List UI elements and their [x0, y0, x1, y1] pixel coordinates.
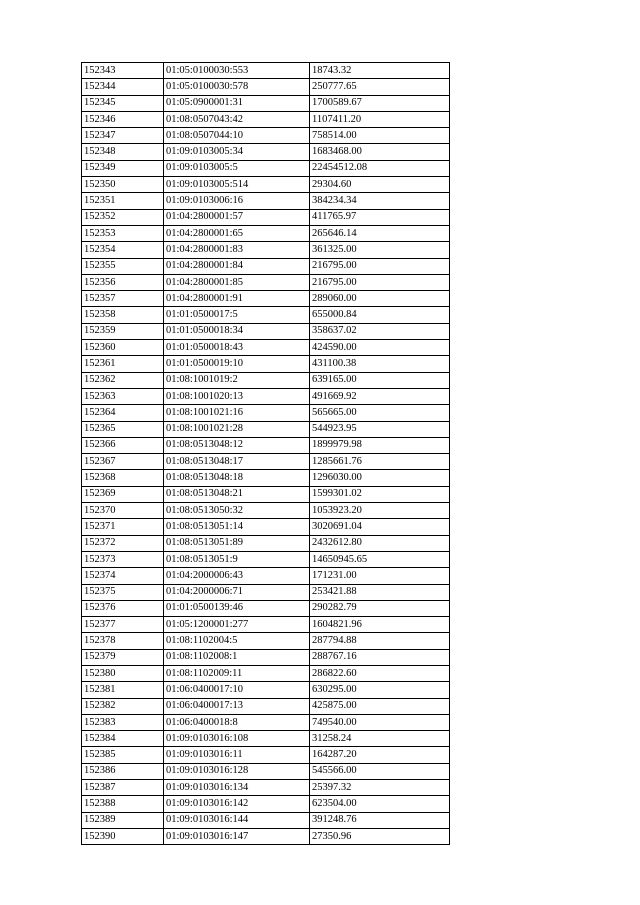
table-row	[82, 258, 450, 274]
record-number-cell: 152383	[82, 714, 164, 730]
table-row	[82, 79, 450, 95]
record-number-cell: 152380	[82, 665, 164, 681]
value-cell: 1604821.96	[310, 617, 450, 633]
table-row	[82, 535, 450, 551]
value-cell: 424590.00	[310, 340, 450, 356]
table-row	[82, 665, 450, 681]
table-row	[82, 111, 450, 127]
table-row	[82, 486, 450, 502]
value-cell: 250777.65	[310, 79, 450, 95]
table-row	[82, 421, 450, 437]
record-number-cell: 152348	[82, 144, 164, 160]
record-number-cell: 152366	[82, 437, 164, 453]
cadastral-number-cell: 01:08:1102009:11	[164, 665, 310, 681]
value-cell: 623504.00	[310, 796, 450, 812]
record-number-cell: 152373	[82, 551, 164, 567]
record-number-cell: 152369	[82, 486, 164, 502]
record-number-cell: 152365	[82, 421, 164, 437]
cadastral-number-cell: 01:05:0100030:578	[164, 79, 310, 95]
table-row	[82, 388, 450, 404]
value-cell: 290282.79	[310, 600, 450, 616]
record-number-cell: 152376	[82, 600, 164, 616]
table-row	[82, 747, 450, 763]
record-number-cell: 152361	[82, 356, 164, 372]
value-cell: 25397.32	[310, 780, 450, 796]
record-number-cell: 152379	[82, 649, 164, 665]
value-cell: 1296030.00	[310, 470, 450, 486]
cadastral-number-cell: 01:09:0103005:34	[164, 144, 310, 160]
value-cell: 1053923.20	[310, 503, 450, 519]
record-number-cell: 152381	[82, 682, 164, 698]
cadastral-number-cell: 01:09:0103016:147	[164, 828, 310, 844]
cadastral-number-cell: 01:09:0103016:142	[164, 796, 310, 812]
value-cell: 358637.02	[310, 323, 450, 339]
value-cell: 216795.00	[310, 274, 450, 290]
cadastral-number-cell: 01:08:1102008:1	[164, 649, 310, 665]
cadastral-number-cell: 01:09:0103016:134	[164, 780, 310, 796]
table-row	[82, 209, 450, 225]
table-row	[82, 698, 450, 714]
record-number-cell: 152355	[82, 258, 164, 274]
cadastral-number-cell: 01:09:0103016:11	[164, 747, 310, 763]
record-number-cell: 152374	[82, 568, 164, 584]
value-cell: 749540.00	[310, 714, 450, 730]
record-number-cell: 152372	[82, 535, 164, 551]
cadastral-number-cell: 01:09:0103016:144	[164, 812, 310, 828]
value-cell: 639165.00	[310, 372, 450, 388]
record-number-cell: 152370	[82, 503, 164, 519]
record-number-cell: 152388	[82, 796, 164, 812]
table-row	[82, 63, 450, 79]
cadastral-number-cell: 01:06:0400017:13	[164, 698, 310, 714]
record-number-cell: 152345	[82, 95, 164, 111]
record-number-cell: 152347	[82, 128, 164, 144]
table-row	[82, 828, 450, 844]
value-cell: 164287.20	[310, 747, 450, 763]
cadastral-number-cell: 01:08:0507043:42	[164, 111, 310, 127]
record-number-cell: 152362	[82, 372, 164, 388]
table-row	[82, 225, 450, 241]
table-row	[82, 128, 450, 144]
table-row	[82, 291, 450, 307]
value-cell: 31258.24	[310, 731, 450, 747]
table-row	[82, 193, 450, 209]
value-cell: 391248.76	[310, 812, 450, 828]
cadastral-number-cell: 01:08:0513051:89	[164, 535, 310, 551]
cadastral-number-cell: 01:04:2000006:43	[164, 568, 310, 584]
value-cell: 1599301.02	[310, 486, 450, 502]
cadastral-number-cell: 01:04:2800001:83	[164, 242, 310, 258]
record-number-cell: 152357	[82, 291, 164, 307]
value-cell: 1899979.98	[310, 437, 450, 453]
record-number-cell: 152387	[82, 780, 164, 796]
cadastral-number-cell: 01:05:1200001:277	[164, 617, 310, 633]
value-cell: 14650945.65	[310, 551, 450, 567]
value-cell: 630295.00	[310, 682, 450, 698]
cadastral-number-cell: 01:08:0513048:18	[164, 470, 310, 486]
value-cell: 216795.00	[310, 258, 450, 274]
table-row	[82, 584, 450, 600]
value-cell: 384234.34	[310, 193, 450, 209]
record-number-cell: 152364	[82, 405, 164, 421]
cadastral-number-cell: 01:04:2800001:57	[164, 209, 310, 225]
table-row	[82, 307, 450, 323]
value-cell: 288767.16	[310, 649, 450, 665]
record-number-cell: 152356	[82, 274, 164, 290]
table-row	[82, 372, 450, 388]
record-number-cell: 152350	[82, 177, 164, 193]
cadastral-number-cell: 01:09:0103005:5	[164, 160, 310, 176]
table-row	[82, 177, 450, 193]
value-cell: 289060.00	[310, 291, 450, 307]
cadastral-number-cell: 01:09:0103016:108	[164, 731, 310, 747]
cadastral-number-cell: 01:01:0500018:34	[164, 323, 310, 339]
table-row	[82, 600, 450, 616]
record-number-cell: 152368	[82, 470, 164, 486]
record-number-cell: 152371	[82, 519, 164, 535]
record-number-cell: 152360	[82, 340, 164, 356]
value-cell: 425875.00	[310, 698, 450, 714]
value-cell: 27350.96	[310, 828, 450, 844]
value-cell: 361325.00	[310, 242, 450, 258]
value-cell: 1683468.00	[310, 144, 450, 160]
cadastral-number-cell: 01:01:0500139:46	[164, 600, 310, 616]
record-number-cell: 152382	[82, 698, 164, 714]
value-cell: 758514.00	[310, 128, 450, 144]
record-number-cell: 152378	[82, 633, 164, 649]
record-number-cell: 152351	[82, 193, 164, 209]
value-cell: 411765.97	[310, 209, 450, 225]
record-number-cell: 152354	[82, 242, 164, 258]
table-row	[82, 519, 450, 535]
cadastral-number-cell: 01:08:1001021:16	[164, 405, 310, 421]
table-row	[82, 454, 450, 470]
table-row	[82, 682, 450, 698]
record-number-cell: 152346	[82, 111, 164, 127]
record-number-cell: 152359	[82, 323, 164, 339]
table-row	[82, 95, 450, 111]
record-number-cell: 152375	[82, 584, 164, 600]
value-cell: 29304.60	[310, 177, 450, 193]
cadastral-number-cell: 01:06:0400018:8	[164, 714, 310, 730]
cadastral-number-cell: 01:08:0513051:9	[164, 551, 310, 567]
value-cell: 1107411.20	[310, 111, 450, 127]
cadastral-number-cell: 01:08:0513048:21	[164, 486, 310, 502]
record-number-cell: 152353	[82, 225, 164, 241]
cadastral-number-cell: 01:08:1001019:2	[164, 372, 310, 388]
record-number-cell: 152344	[82, 79, 164, 95]
cadastral-number-cell: 01:04:2800001:65	[164, 225, 310, 241]
table-row	[82, 763, 450, 779]
data-table	[81, 62, 450, 845]
cadastral-number-cell: 01:08:0513051:14	[164, 519, 310, 535]
table-row	[82, 503, 450, 519]
cadastral-number-cell: 01:09:0103016:128	[164, 763, 310, 779]
record-number-cell: 152349	[82, 160, 164, 176]
table-row	[82, 551, 450, 567]
value-cell: 431100.38	[310, 356, 450, 372]
value-cell: 253421.88	[310, 584, 450, 600]
value-cell: 22454512.08	[310, 160, 450, 176]
record-number-cell: 152384	[82, 731, 164, 747]
cadastral-number-cell: 01:08:0513048:12	[164, 437, 310, 453]
table-row	[82, 437, 450, 453]
record-number-cell: 152352	[82, 209, 164, 225]
cadastral-number-cell: 01:04:2800001:84	[164, 258, 310, 274]
record-number-cell: 152377	[82, 617, 164, 633]
cadastral-number-cell: 01:05:0900001:31	[164, 95, 310, 111]
record-number-cell: 152389	[82, 812, 164, 828]
cadastral-number-cell: 01:01:0500019:10	[164, 356, 310, 372]
value-cell: 491669.92	[310, 388, 450, 404]
table-row	[82, 633, 450, 649]
record-number-cell: 152363	[82, 388, 164, 404]
value-cell: 544923.95	[310, 421, 450, 437]
value-cell: 171231.00	[310, 568, 450, 584]
table-row	[82, 568, 450, 584]
record-number-cell: 152385	[82, 747, 164, 763]
cadastral-number-cell: 01:08:1001020:13	[164, 388, 310, 404]
cadastral-number-cell: 01:04:2800001:91	[164, 291, 310, 307]
table-row	[82, 812, 450, 828]
record-number-cell: 152343	[82, 63, 164, 79]
record-number-cell: 152390	[82, 828, 164, 844]
value-cell: 545566.00	[310, 763, 450, 779]
cadastral-number-cell: 01:04:2800001:85	[164, 274, 310, 290]
table-row	[82, 796, 450, 812]
cadastral-number-cell: 01:05:0100030:553	[164, 63, 310, 79]
value-cell: 655000.84	[310, 307, 450, 323]
value-cell: 286822.60	[310, 665, 450, 681]
value-cell: 565665.00	[310, 405, 450, 421]
cadastral-number-cell: 01:09:0103006:16	[164, 193, 310, 209]
cadastral-number-cell: 01:08:0513050:32	[164, 503, 310, 519]
value-cell: 1285661.76	[310, 454, 450, 470]
table-row	[82, 242, 450, 258]
cadastral-number-cell: 01:06:0400017:10	[164, 682, 310, 698]
value-cell: 1700589.67	[310, 95, 450, 111]
cadastral-number-cell: 01:08:1102004:5	[164, 633, 310, 649]
table-row	[82, 780, 450, 796]
value-cell: 18743.32	[310, 63, 450, 79]
table-row	[82, 340, 450, 356]
table-row	[82, 356, 450, 372]
table-row	[82, 470, 450, 486]
value-cell: 3020691.04	[310, 519, 450, 535]
table-row	[82, 649, 450, 665]
table-body	[82, 63, 450, 845]
cadastral-number-cell: 01:04:2000006:71	[164, 584, 310, 600]
record-number-cell: 152367	[82, 454, 164, 470]
table-row	[82, 714, 450, 730]
cadastral-number-cell: 01:08:0513048:17	[164, 454, 310, 470]
cadastral-number-cell: 01:09:0103005:514	[164, 177, 310, 193]
value-cell: 265646.14	[310, 225, 450, 241]
table-row	[82, 144, 450, 160]
record-number-cell: 152386	[82, 763, 164, 779]
cadastral-number-cell: 01:08:0507044:10	[164, 128, 310, 144]
table-row	[82, 405, 450, 421]
cadastral-number-cell: 01:08:1001021:28	[164, 421, 310, 437]
value-cell: 2432612.80	[310, 535, 450, 551]
cadastral-number-cell: 01:01:0500017:5	[164, 307, 310, 323]
cadastral-number-cell: 01:01:0500018:43	[164, 340, 310, 356]
table-row	[82, 731, 450, 747]
value-cell: 287794.88	[310, 633, 450, 649]
table-row	[82, 274, 450, 290]
table-row	[82, 323, 450, 339]
table-row	[82, 160, 450, 176]
table-row	[82, 617, 450, 633]
record-number-cell: 152358	[82, 307, 164, 323]
